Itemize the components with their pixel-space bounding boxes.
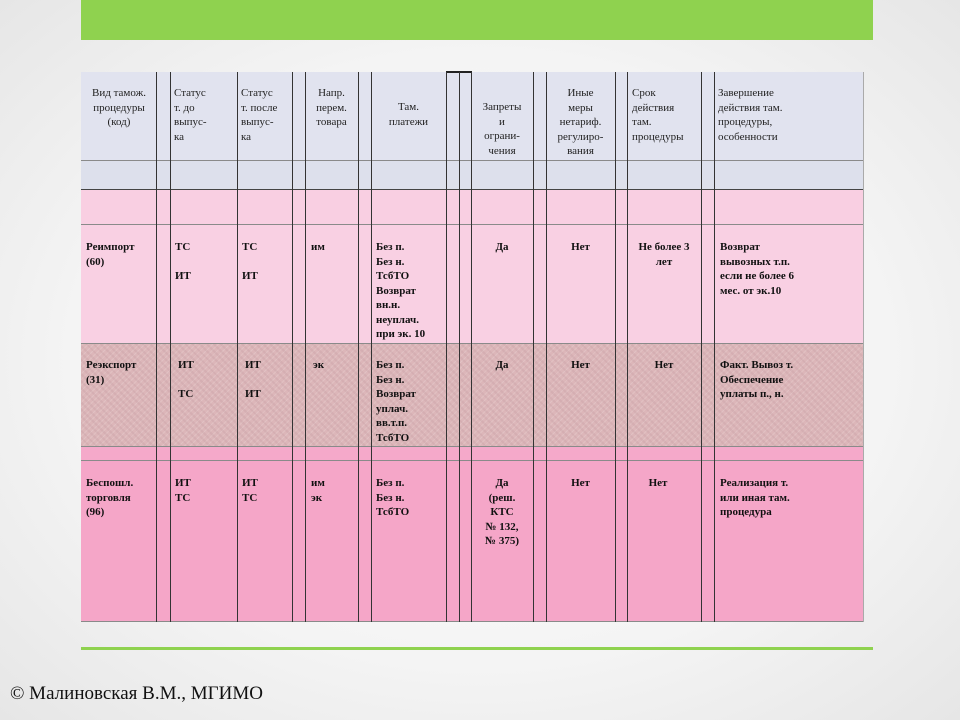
header-status-before: Статус т. до выпус- ка bbox=[174, 87, 207, 143]
row-dutyfree-direction: им эк bbox=[311, 477, 325, 504]
header-procedure: Вид тамож. процедуры (код) bbox=[92, 87, 146, 128]
row-reexport-status-before: ИТ ТС bbox=[178, 359, 194, 400]
header-term: Срок действия там. процедуры bbox=[632, 87, 684, 143]
row-reexport-direction: эк bbox=[313, 359, 325, 371]
row-reimport-direction: им bbox=[311, 241, 325, 253]
table-hline bbox=[81, 224, 864, 225]
row-reexport-payments: Без п. Без н. Возврат уплач. вв.т.п. ТсбТО bbox=[376, 359, 416, 444]
table-vline bbox=[701, 72, 702, 622]
table-hline bbox=[81, 621, 864, 622]
header-prohibitions: Запреты и ограни- чения bbox=[482, 101, 522, 157]
table-vline bbox=[627, 72, 628, 622]
row-reimport-payments: Без п. Без н. ТсбТО Возврат вн.н. неуплач. при эк. 10 bbox=[376, 241, 426, 340]
header-status-after: Статус т. после выпус- ка bbox=[241, 87, 278, 143]
row-reimport-procedure: Реимпорт (60) bbox=[86, 241, 135, 268]
table-vline bbox=[237, 72, 238, 622]
table-hline bbox=[81, 160, 864, 161]
row-reimport-status-before: ТС ИТ bbox=[175, 241, 191, 282]
table-vline bbox=[615, 72, 616, 622]
row-reexport-other-measures: Нет bbox=[571, 359, 590, 371]
row-reexport-completion: Факт. Вывоз т. Обеспечение уплаты п., н. bbox=[720, 359, 794, 400]
table-vline bbox=[863, 72, 864, 622]
row-reexport-procedure: Реэкспорт (31) bbox=[86, 359, 137, 386]
row-dutyfree-completion: Реализация т. или иная там. процедура bbox=[720, 477, 790, 518]
row-reexport-term: Нет bbox=[654, 359, 674, 371]
row-dutyfree-other-measures: Нет bbox=[571, 477, 590, 489]
row-reimport-term: Не более 3 лет bbox=[638, 241, 690, 268]
table-vline bbox=[371, 72, 372, 622]
table-spacer-band-2 bbox=[81, 446, 864, 460]
table-hline bbox=[81, 460, 864, 461]
row-dutyfree-term: Нет bbox=[648, 477, 668, 489]
table-vline bbox=[156, 72, 157, 622]
table-hline bbox=[81, 189, 864, 190]
copyright-footer: © Малиновская В.М., МГИМО bbox=[10, 683, 263, 704]
row-reexport-status-after: ИТ ИТ bbox=[245, 359, 261, 400]
row-dutyfree-status-after: ИТ ТС bbox=[242, 477, 258, 504]
row-reimport-other-measures: Нет bbox=[571, 241, 590, 253]
table-vline bbox=[533, 72, 534, 622]
bottom-accent-line bbox=[81, 647, 873, 650]
header-completion: Завершение действия там. процедуры, особенности bbox=[718, 87, 783, 143]
table-hline bbox=[81, 446, 864, 447]
row-reimport-completion: Возврат вывозных т.п. если не более 6 мес. от эк.10 bbox=[720, 241, 795, 297]
row-reexport-prohibitions: Да bbox=[495, 359, 509, 371]
table-vline bbox=[446, 72, 447, 622]
table-vline bbox=[292, 72, 293, 622]
table-header-lower-band bbox=[81, 160, 864, 189]
table-vline bbox=[305, 72, 306, 622]
table-vline bbox=[459, 72, 460, 622]
table-hline bbox=[81, 343, 864, 344]
header-other-measures: Иные меры нетариф. регулиро- вания bbox=[557, 87, 604, 157]
table-vline bbox=[170, 72, 171, 622]
row-dutyfree-payments: Без п. Без н. ТсбТО bbox=[376, 477, 410, 518]
row-dutyfree-prohibitions: Да (реш. КТС № 132, № 375) bbox=[485, 477, 519, 547]
table-vline bbox=[358, 72, 359, 622]
table-vline bbox=[714, 72, 715, 622]
header-payments: Там. платежи bbox=[388, 101, 429, 128]
row-dutyfree-procedure: Беспошл. торговля (96) bbox=[86, 477, 134, 518]
top-accent-bar bbox=[81, 0, 873, 40]
header-direction: Напр. перем. товара bbox=[316, 87, 347, 128]
row-reimport-status-after: ТС ИТ bbox=[242, 241, 258, 282]
table-spacer-band bbox=[81, 190, 864, 224]
row-dutyfree-status-before: ИТ ТС bbox=[175, 477, 191, 504]
row-reimport-prohibitions: Да bbox=[495, 241, 509, 253]
